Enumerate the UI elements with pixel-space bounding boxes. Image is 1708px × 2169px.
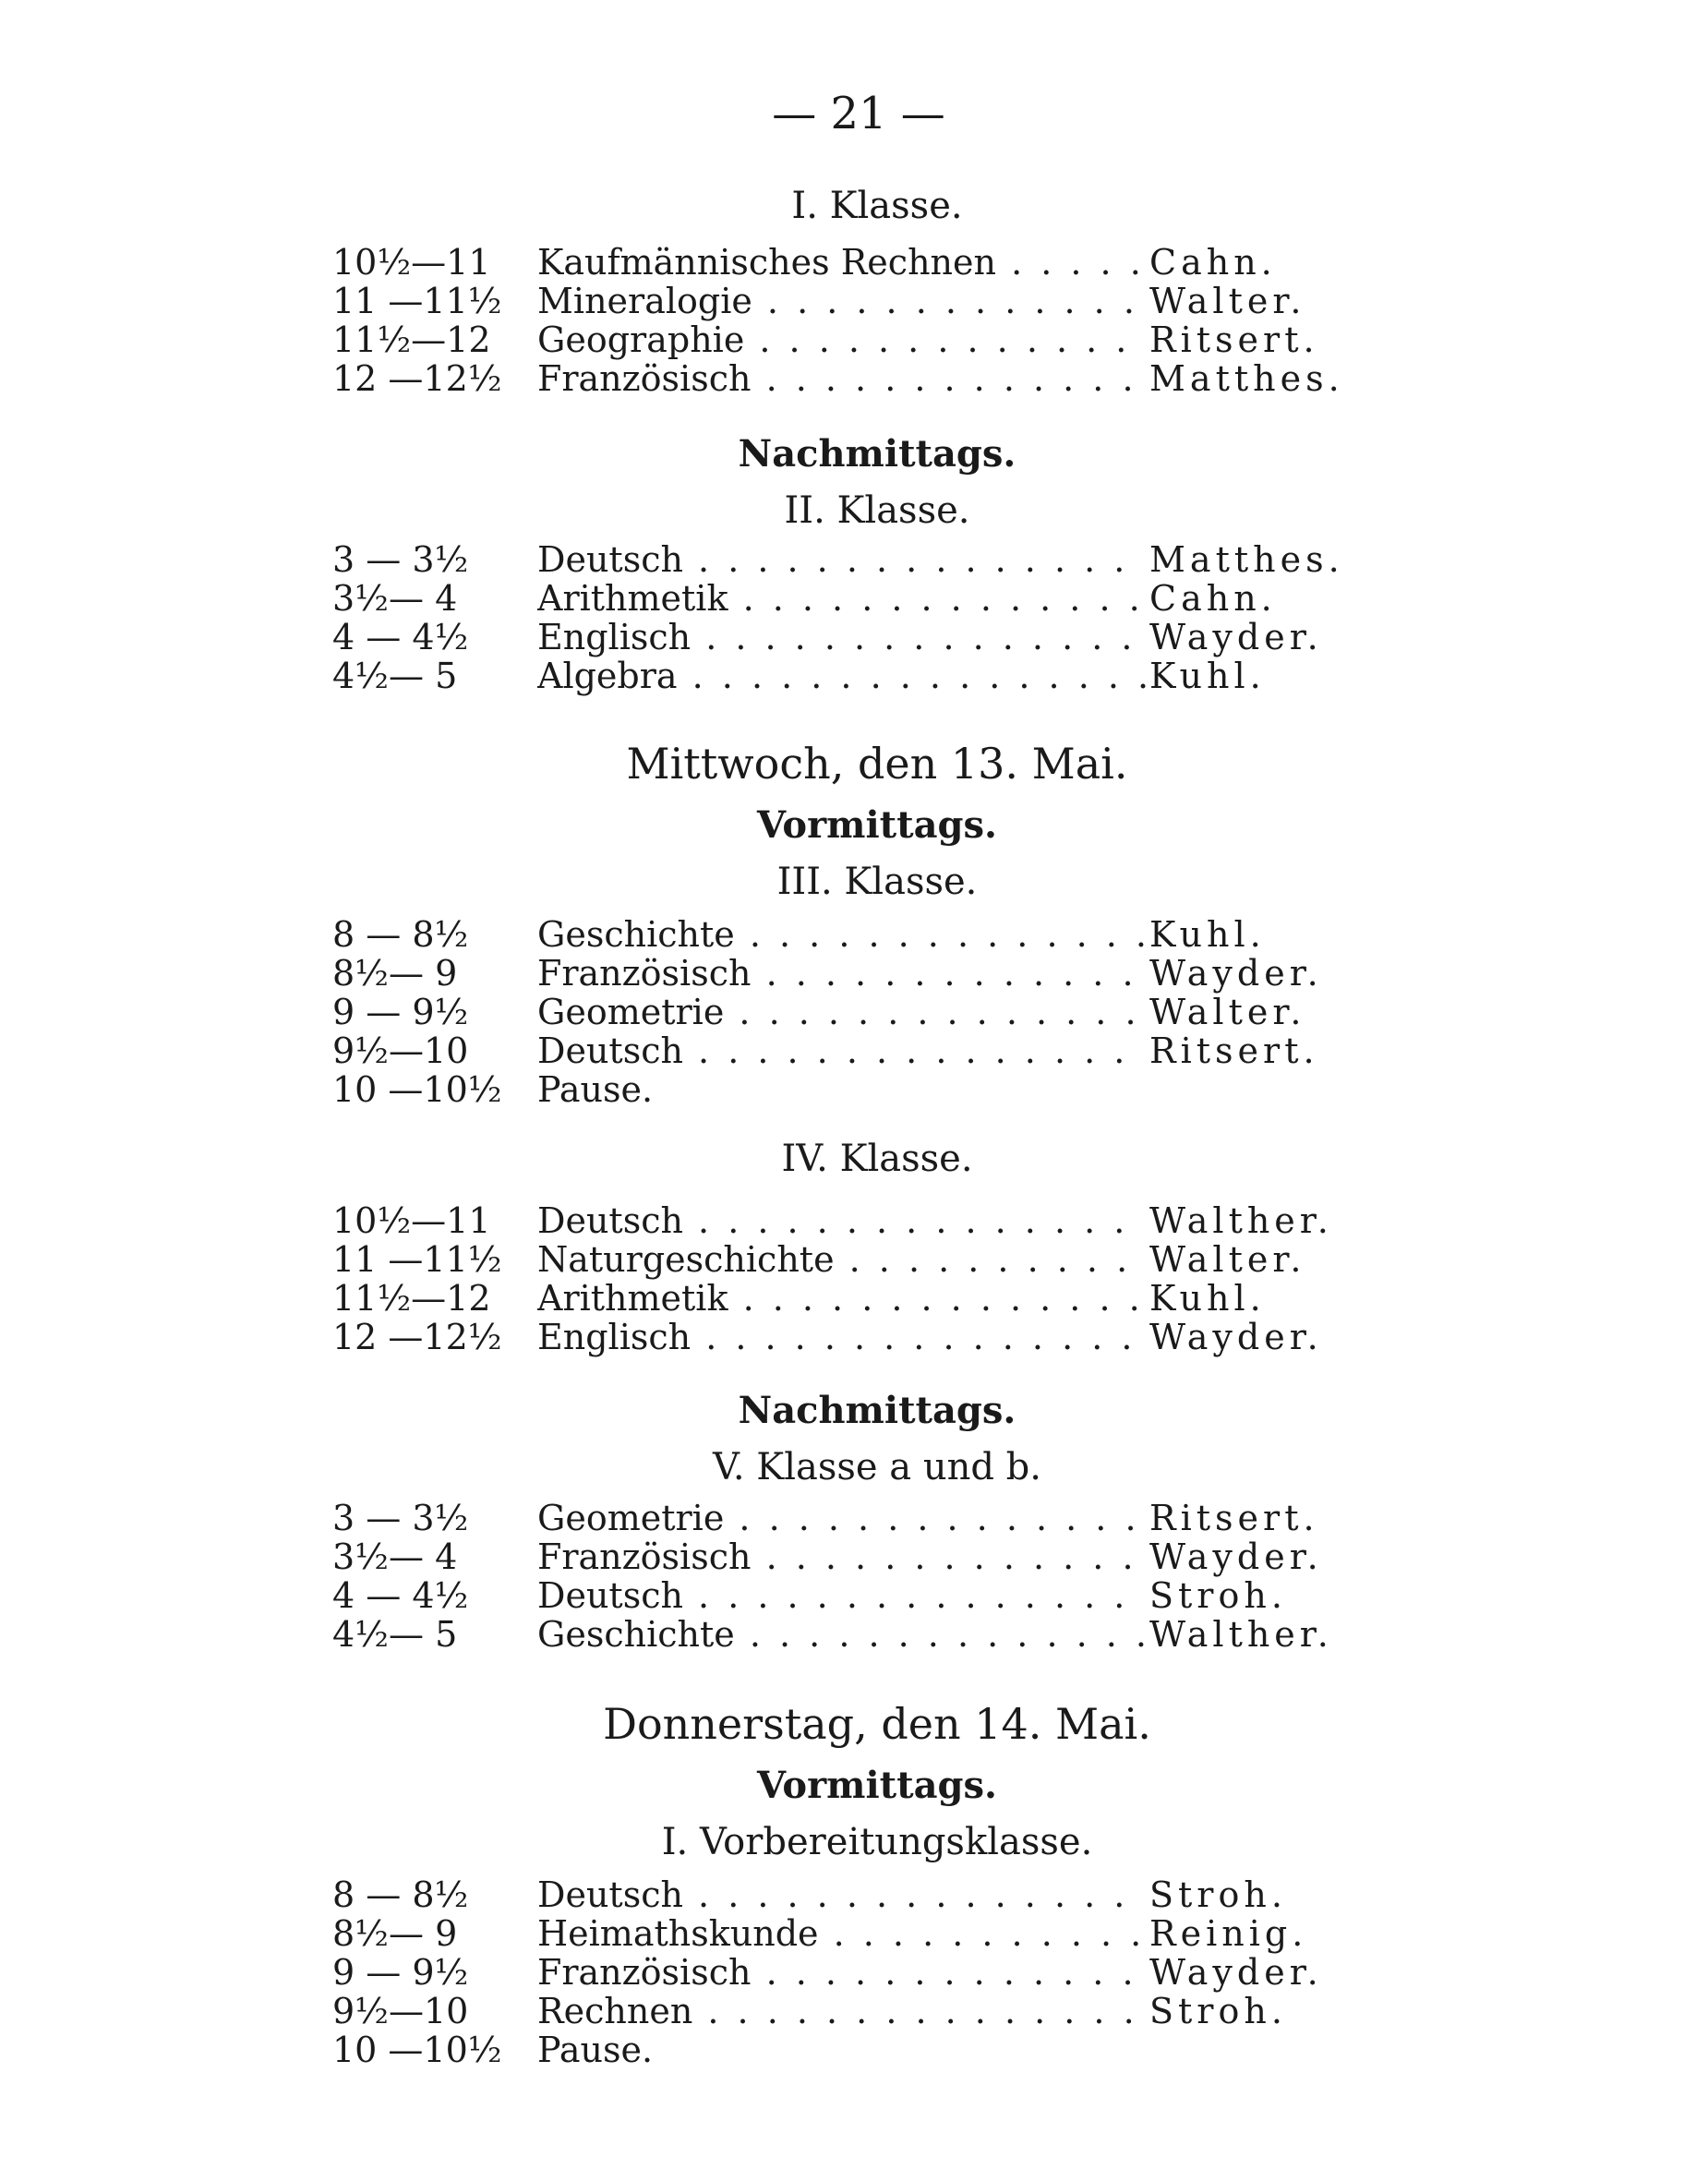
teacher: Wayder. <box>1149 953 1323 994</box>
teacher: Ritsert. <box>1149 1498 1319 1538</box>
subject: Französisch . . . <box>537 1952 1147 1993</box>
session-heading: Vormittags. <box>757 1764 997 1807</box>
teacher: Wayder. <box>1149 1317 1323 1357</box>
time-slot: 8½— 9 <box>332 1913 458 1954</box>
time-slot: 9 — 9½ <box>332 992 469 1032</box>
teacher: Stroh. <box>1149 1874 1287 1915</box>
class-heading: I. Klasse. <box>791 185 963 227</box>
subject: Deutsch . . . <box>537 1030 1147 1071</box>
subject: Englisch . . . <box>537 617 1147 657</box>
subject: Deutsch . . . <box>537 1575 1147 1616</box>
class-heading: IV. Klasse. <box>781 1138 973 1180</box>
teacher: Kuhl. <box>1149 1278 1266 1319</box>
page-number: — 21 — <box>772 88 945 139</box>
teacher: Matthes. <box>1149 358 1344 399</box>
subject: Französisch . . . <box>537 953 1147 994</box>
class-heading: V. Klasse a und b. <box>712 1446 1041 1488</box>
teacher: Stroh. <box>1149 1575 1287 1616</box>
time-slot: 4½— 5 <box>332 656 458 696</box>
subject: Pause. <box>537 2030 654 2070</box>
time-slot: 3½— 4 <box>332 578 458 619</box>
class-heading: I. Vorbereitungsklasse. <box>661 1821 1093 1863</box>
time-slot: 4½— 5 <box>332 1614 458 1655</box>
subject: Pause. <box>537 1069 654 1110</box>
time-slot: 9½—10 <box>332 1030 469 1071</box>
session-heading: Nachmittags. <box>738 432 1016 476</box>
subject: Deutsch . . . <box>537 539 1147 580</box>
teacher: Cahn. <box>1149 242 1277 283</box>
time-slot: 9½—10 <box>332 1991 469 2031</box>
time-slot: 4 — 4½ <box>332 1575 469 1616</box>
teacher: Cahn. <box>1149 578 1277 619</box>
time-slot: 11 —11½ <box>332 1239 502 1280</box>
subject: Deutsch . . . <box>537 1874 1147 1915</box>
subject: Deutsch . . . <box>537 1200 1147 1241</box>
teacher: Ritsert. <box>1149 319 1319 360</box>
time-slot: 3 — 3½ <box>332 539 469 580</box>
teacher: Matthes. <box>1149 539 1344 580</box>
subject: Rechnen . . . <box>537 1991 1147 2031</box>
subject: Arithmetik . . . <box>537 1278 1147 1319</box>
time-slot: 10½—11 <box>332 242 491 283</box>
time-slot: 11½—12 <box>332 1278 491 1319</box>
subject: Arithmetik . . . <box>537 578 1147 619</box>
teacher: Wayder. <box>1149 617 1323 657</box>
teacher: Walther. <box>1149 1200 1333 1241</box>
time-slot: 11 —11½ <box>332 281 502 321</box>
day-heading: Mittwoch, den 13. Mai. <box>626 739 1128 789</box>
teacher: Kuhl. <box>1149 914 1266 955</box>
subject: Kaufmännisches Rechnen . . . <box>537 242 1147 283</box>
time-slot: 4 — 4½ <box>332 617 469 657</box>
teacher: Walter. <box>1149 992 1306 1032</box>
teacher: Stroh. <box>1149 1991 1287 2031</box>
teacher: Walter. <box>1149 281 1306 321</box>
subject: Geographie . . . <box>537 319 1147 360</box>
time-slot: 10 —10½ <box>332 1069 502 1110</box>
subject: Algebra . . . <box>537 656 1147 696</box>
teacher: Ritsert. <box>1149 1030 1319 1071</box>
session-heading: Nachmittags. <box>738 1389 1016 1432</box>
teacher: Wayder. <box>1149 1952 1323 1993</box>
class-heading: III. Klasse. <box>776 861 978 903</box>
time-slot: 8 — 8½ <box>332 914 469 955</box>
subject: Geometrie . . . <box>537 1498 1147 1538</box>
day-heading: Donnerstag, den 14. Mai. <box>603 1699 1151 1749</box>
teacher: Wayder. <box>1149 1536 1323 1577</box>
class-heading: II. Klasse. <box>784 489 970 532</box>
time-slot: 3½— 4 <box>332 1536 458 1577</box>
subject: Naturgeschichte . . . <box>537 1239 1147 1280</box>
time-slot: 12 —12½ <box>332 358 502 399</box>
time-slot: 11½—12 <box>332 319 491 360</box>
time-slot: 10 —10½ <box>332 2030 502 2070</box>
time-slot: 3 — 3½ <box>332 1498 469 1538</box>
subject: Französisch . . . <box>537 358 1147 399</box>
subject: Heimathskunde . . . <box>537 1913 1147 1954</box>
time-slot: 8 — 8½ <box>332 1874 469 1915</box>
teacher: Kuhl. <box>1149 656 1266 696</box>
subject: Geometrie . . . <box>537 992 1147 1032</box>
session-heading: Vormittags. <box>757 803 997 847</box>
teacher: Walther. <box>1149 1614 1333 1655</box>
subject: Französisch . . . <box>537 1536 1147 1577</box>
time-slot: 9 — 9½ <box>332 1952 469 1993</box>
time-slot: 8½— 9 <box>332 953 458 994</box>
subject: Geschichte . . . <box>537 1614 1147 1655</box>
time-slot: 10½—11 <box>332 1200 491 1241</box>
subject: Geschichte . . . <box>537 914 1147 955</box>
time-slot: 12 —12½ <box>332 1317 502 1357</box>
subject: Mineralogie . . . <box>537 281 1147 321</box>
teacher: Reinig. <box>1149 1913 1308 1954</box>
teacher: Walter. <box>1149 1239 1306 1280</box>
subject: Englisch . . . <box>537 1317 1147 1357</box>
